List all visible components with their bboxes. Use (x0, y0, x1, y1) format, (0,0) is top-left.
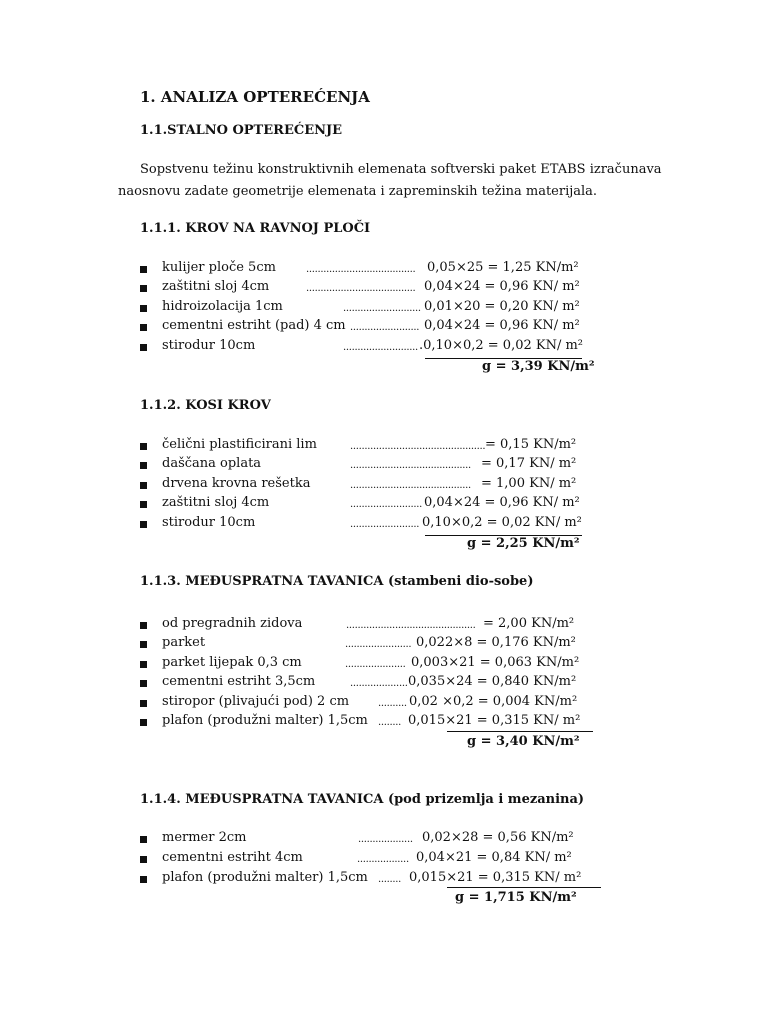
item-calc: 0,04×24 = 0,96 KN/ m² (424, 318, 580, 333)
item-calc: 0,003×21 = 0,063 KN/m² (411, 655, 580, 670)
item-dots: ........................ (350, 322, 420, 333)
item-label: parket lijepak 0,3 cm (162, 655, 302, 670)
item-label: stirodur 10cm (162, 338, 256, 353)
item-label: parket (162, 635, 206, 650)
item-label: zaštitni sloj 4cm (162, 495, 270, 510)
item-label: kulijer ploče 5cm (162, 260, 276, 275)
section-heading: 1.1.2. KOSI KROV (140, 398, 271, 413)
bullet-icon (140, 641, 147, 648)
item-label: stirodur 10cm (162, 515, 256, 530)
item-label: plafon (produžni malter) 1,5cm (162, 870, 368, 885)
section-total: g = 1,715 KN/m² (455, 890, 577, 905)
bullet-icon (140, 836, 147, 843)
item-calc: 0,04×21 = 0,84 KN/ m² (416, 850, 572, 865)
item-dots: ...................................... (306, 283, 416, 294)
item-calc: 0,015×21 = 0,315 KN/ m² (409, 870, 582, 885)
bullet-icon (140, 856, 147, 863)
bullet-icon (140, 700, 147, 707)
item-dots: ........ (378, 874, 402, 885)
item-label: plafon (produžni malter) 1,5cm (162, 713, 368, 728)
section-total: g = 2,25 KN/m² (467, 536, 580, 551)
item-dots: ..................... (345, 659, 406, 670)
item-calc: 0,035×24 = 0,840 KN/m² (408, 674, 577, 689)
item-calc: = 2,00 KN/m² (483, 616, 575, 631)
bullet-icon (140, 501, 147, 508)
item-calc: 0,05×25 = 1,25 KN/m² (427, 260, 579, 275)
bullet-icon (140, 266, 147, 273)
item-dots: ......................... (350, 499, 422, 510)
item-label: od pregradnih zidova (162, 616, 303, 631)
bullet-icon (140, 344, 147, 351)
item-dots: .......................................... (350, 460, 471, 471)
item-label: cementni estriht 3,5cm (162, 674, 316, 689)
sum-line (447, 731, 593, 732)
item-dots: ............................................... (350, 441, 486, 452)
item-label: cementni estriht 4cm (162, 850, 303, 865)
bullet-icon (140, 719, 147, 726)
item-label: čelični plastificirani lim (162, 437, 317, 452)
item-dots: .................... (350, 678, 408, 689)
item-dots: ............................................. (346, 620, 476, 631)
item-dots: .......................... (343, 342, 418, 353)
item-dots: ........................... (343, 303, 421, 314)
item-label: stiropor (plivajući pod) 2 cm (162, 694, 350, 709)
section-heading: 1.1.4. MEĐUSPRATNA TAVANICA (pod prizemlja i mezanina) (140, 792, 585, 807)
item-label: cementni estriht (pad) 4 cm (162, 318, 346, 333)
item-dots: .................. (357, 854, 409, 865)
bullet-icon (140, 482, 147, 489)
item-label: mermer 2cm (162, 830, 247, 845)
item-dots: ...................................... (306, 264, 416, 275)
section-total: g = 3,40 KN/m² (467, 734, 580, 749)
item-dots: .......................................... (350, 480, 471, 491)
bullet-icon (140, 661, 147, 668)
item-dots: ........................ (350, 519, 420, 530)
bullet-icon (140, 305, 147, 312)
item-label: daščana oplata (162, 456, 262, 471)
item-dots: ................... (358, 834, 413, 845)
item-calc: 0,10×0,2 = 0,02 KN/ m² (422, 515, 582, 530)
sum-line (447, 887, 601, 888)
item-label: hidroizolacija 1cm (162, 299, 283, 314)
page-title: 1. ANALIZA OPTEREĆENJA (140, 88, 370, 106)
item-calc: 0,02 ×0,2 = 0,004 KN/m² (409, 694, 578, 709)
item-dots: .......... (378, 698, 407, 709)
bullet-icon (140, 462, 147, 469)
item-dots: ........ (378, 717, 402, 728)
item-calc: = 1,00 KN/ m² (481, 476, 577, 491)
item-calc: 0,015×21 = 0,315 KN/ m² (408, 713, 581, 728)
bullet-icon (140, 285, 147, 292)
item-label: drvena krovna rešetka (162, 476, 311, 491)
intro-line-1: Sopstvenu težinu konstruktivnih elemenata softverski paket ETABS izračunava (140, 162, 662, 177)
item-calc: 0,04×24 = 0,96 KN/ m² (424, 279, 580, 294)
intro-line-2: naosnovu zadate geometrije elemenata i zapreminskih težina materijala. (118, 184, 598, 199)
item-calc: 0,01×20 = 0,20 KN/ m² (424, 299, 580, 314)
bullet-icon (140, 324, 147, 331)
section-heading: 1.1.3. MEĐUSPRATNA TAVANICA (stambeni dio-sobe) (140, 574, 534, 589)
item-dots: ....................... (345, 639, 412, 650)
item-calc: = 0,17 KN/ m² (481, 456, 577, 471)
bullet-icon (140, 622, 147, 629)
bullet-icon (140, 443, 147, 450)
section-subtitle: 1.1.STALNO OPTEREĆENJE (140, 123, 343, 138)
bullet-icon (140, 876, 147, 883)
item-calc: 0,02×28 = 0,56 KN/m² (422, 830, 574, 845)
item-label: zaštitni sloj 4cm (162, 279, 270, 294)
bullet-icon (140, 680, 147, 687)
section-heading: 1.1.1. KROV NA RAVNOJ PLOČI (140, 221, 371, 236)
item-calc: = 0,15 KN/m² (485, 437, 577, 452)
item-calc: 0,04×24 = 0,96 KN/ m² (424, 495, 580, 510)
bullet-icon (140, 521, 147, 528)
section-total: g = 3,39 KN/m² (482, 359, 595, 374)
item-calc: 0,022×8 = 0,176 KN/m² (416, 635, 576, 650)
item-calc: .0,10×0,2 = 0,02 KN/ m² (419, 338, 584, 353)
